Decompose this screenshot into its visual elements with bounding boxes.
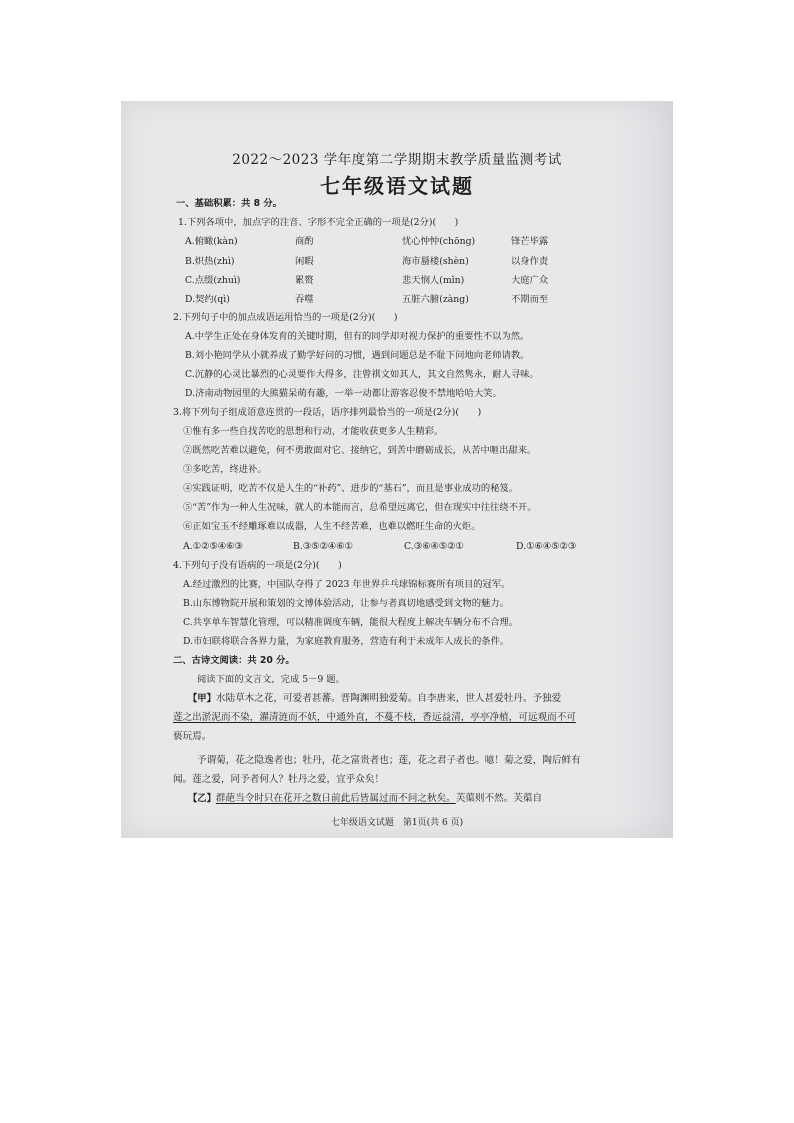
q4-option-c: C.共享单车智慧化管理，可以精准调度车辆，能很大程度上解决车辆分布不合理。	[183, 617, 519, 628]
q3-choice-c: C.③⑥④⑤②①	[404, 541, 464, 552]
q3-item-4: ④实践证明，吃苦不仅是人生的“补药”、进步的“基石”，而且是事业成功的秘笈。	[183, 483, 519, 494]
passage-jia-line-2: 莲之出淤泥而不染，濯清涟而不妖，中通外直，不蔓不枝，香远益清，亭亭净植，可远观而不可	[173, 712, 576, 723]
q1-d-col3: 五脏六腑(zàng)	[402, 294, 469, 305]
passage-yi-text: 芙蕖则不然。芙蕖自	[455, 793, 543, 804]
q2-option-b: B.刘小艳同学从小就养成了勤学好问的习惯，遇到问题总是不耻下问地向老师请教。	[185, 350, 530, 361]
q1-d-col4: 不期而至	[511, 294, 549, 305]
passage-yi-underlined: 群葩当令时只在花开之数日前此后皆属过而不问之秋矣。	[215, 793, 456, 804]
q1-c-col4: 大庭广众	[511, 275, 549, 286]
q1-d-col2: 吞噬	[295, 294, 314, 305]
q3-stem: 3.将下列句子组成语意连贯的一段话，语序排列最恰当的一项是(2分)( )	[173, 407, 482, 418]
q2-option-c: C.沉静的心灵比暴烈的心灵要作大得多，注曾祺文如其人，其文自然隽永，耐人寻味。	[185, 369, 539, 380]
q2-option-d: D.济南动物园里的大熊猫呆萌有趣，一举一动都让游客忍俊不禁地哈哈大笑。	[185, 388, 502, 399]
q1-c-col3: 悲天悯人(mǐn)	[402, 275, 465, 286]
page-footer: 七年级语文试题 第1页(共 6 页)	[330, 818, 464, 828]
section-2-intro: 阅读下面的文言文，完成 5－9 题。	[197, 674, 345, 685]
q3-item-1: ①惟有多一些自找苦吃的思想和行动，才能收获更多人生精彩。	[183, 426, 444, 437]
q4-stem: 4.下列句子没有语病的一项是(2分)( )	[173, 560, 342, 571]
q1-b-col4: 以身作责	[511, 256, 549, 267]
passage-jia-label: 【甲】	[188, 693, 216, 704]
exam-title: 2022～2023 学年度第二学期期末教学质量监测考试	[232, 152, 562, 168]
q1-c-col2: 累赘	[295, 275, 314, 286]
q3-choice-d: D.①⑥④⑤②③	[516, 541, 577, 552]
q1-d-col1: D.契约(qì)	[185, 294, 230, 305]
exam-page	[121, 101, 673, 838]
q1-stem: 1.下列各项中，加点字的注音、字形不完全正确的一项是(2分)( )	[178, 217, 459, 228]
q4-option-d: D.市妇联将联合各界力量，为家庭教育服务，营造有利于未成年人成长的条件。	[183, 636, 510, 647]
q1-b-col3: 海市蜃楼(shèn)	[402, 256, 469, 267]
q2-stem: 2.下列句子中的加点成语运用恰当的一项是(2分)( )	[173, 312, 398, 323]
section-2-heading: 二、古诗文阅读：共 20 分。	[173, 655, 295, 666]
q1-a-col2: 商酌	[295, 236, 314, 247]
passage-yi-line-1	[188, 793, 542, 805]
passage-jia-text-1: 水陆草木之花，可爱者甚蕃。晋陶渊明独爱菊。自李唐来，世人甚爱牡丹。予独爱	[215, 693, 562, 704]
q1-b-col1: B.炽热(zhì)	[185, 256, 235, 267]
q1-a-col4: 锋芒毕露	[511, 236, 549, 247]
q1-c-col1: C.点缀(zhuì)	[185, 275, 241, 286]
q1-a-col1: A.俯瞰(kàn)	[185, 236, 238, 247]
section-1-heading: 一、基础积累：共 8 分。	[176, 198, 282, 209]
passage-yi-label: 【乙】	[188, 793, 216, 804]
exam-subtitle: 七年级语文试题	[320, 174, 474, 198]
q3-item-6: ⑥正如宝玉不经雕琢难以成器，人生不经苦难，也难以燃旺生命的火炬。	[183, 521, 481, 532]
q3-item-3: ③多吃苦，终进补。	[183, 464, 267, 475]
q3-choice-b: B.③⑤②④⑥①	[293, 541, 353, 552]
q3-choice-a: A.①②⑤④⑥③	[183, 541, 243, 552]
passage-jia-line-5: 闻。莲之爱，同予者何人？牡丹之爱，宜乎众矣！	[173, 774, 385, 785]
q2-option-a: A.中学生正处在身体发育的关键时期，但有的同学却对视力保护的重要性不以为然。	[185, 331, 530, 342]
q1-a-col3: 忧心忡忡(chōng)	[402, 236, 476, 247]
q1-b-col2: 闲暇	[295, 256, 314, 267]
q4-option-b: B.山东博物院开展和策划的文博体验活动，让参与者真切地感受到文物的魅力。	[183, 598, 509, 609]
q4-option-a: A.经过激烈的比赛，中国队夺得了 2023 年世界乒乓球锦标赛所有项目的冠军。	[183, 579, 511, 590]
q3-item-2: ②既然吃苦难以避免，何不勇敢面对它、接纳它，到苦中磨砺成长，从苦中咂出甜来。	[183, 445, 537, 456]
passage-jia-line-1	[188, 693, 561, 705]
passage-jia-line-4: 予谓菊，花之隐逸者也；牡丹，花之富贵者也；莲，花之君子者也。噫！菊之爱，陶后鲜有	[197, 755, 581, 766]
passage-jia-line-3: 亵玩焉。	[173, 731, 212, 742]
q3-item-5: ⑤“苦”作为一种人生况味，就人的本能而言，总希望远离它，但在现实中往往绕不开。	[183, 502, 537, 513]
